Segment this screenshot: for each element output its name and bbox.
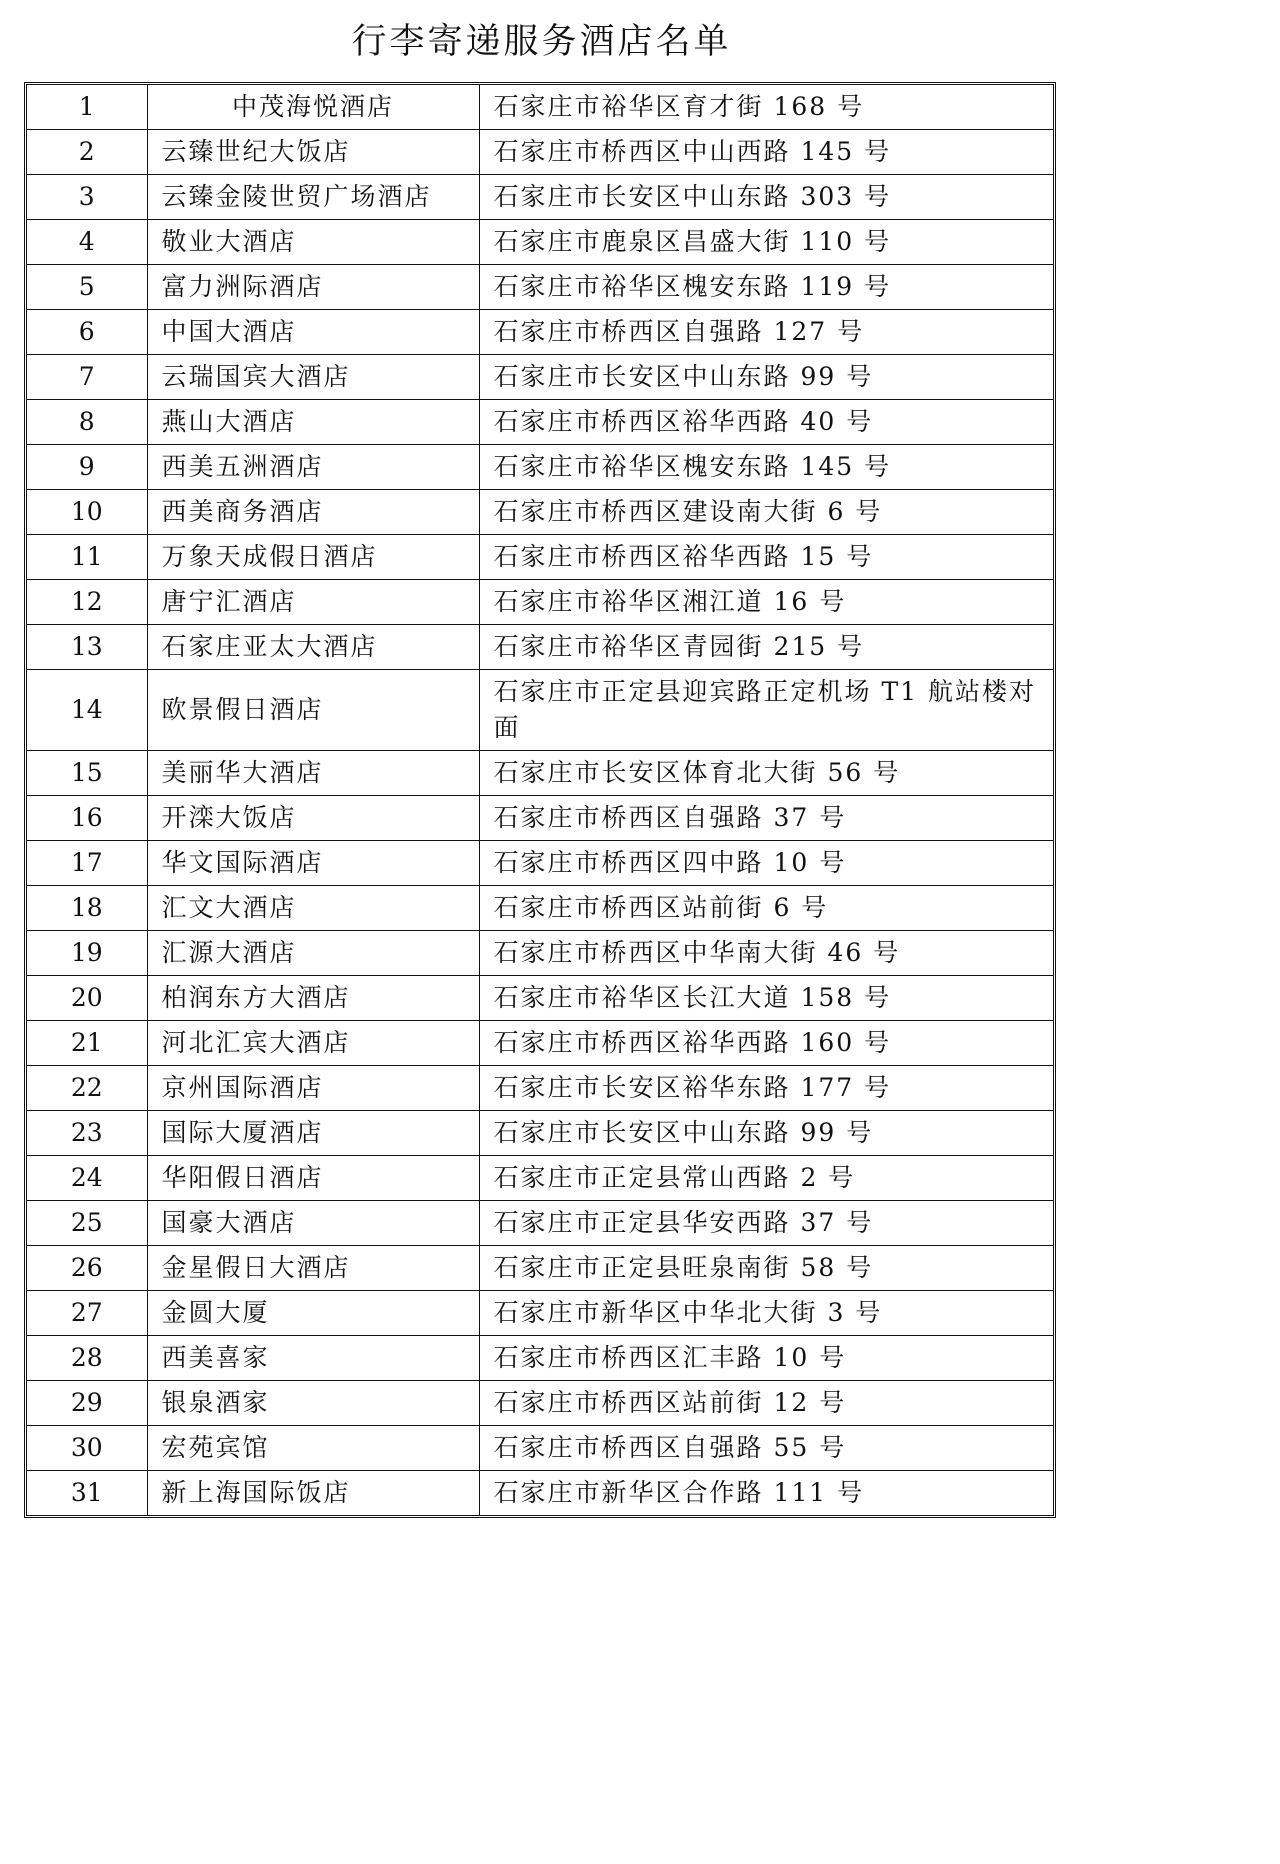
table-row [27,580,1053,625]
hotel-name: 银泉酒家 [147,1381,479,1426]
table-row [27,1201,1053,1246]
row-number: 7 [27,355,147,400]
hotel-name: 欧景假日酒店 [147,670,479,751]
table-row [27,841,1053,886]
row-number: 2 [27,130,147,175]
table-row [27,1336,1053,1381]
row-number: 16 [27,796,147,841]
row-number: 23 [27,1111,147,1156]
row-number: 9 [27,445,147,490]
hotel-name: 西美五洲酒店 [147,445,479,490]
page-title: 行李寄递服务酒店名单 [351,22,732,62]
hotel-address: 石家庄市桥西区建设南大街 6 号 [479,490,1053,535]
table-row [27,310,1053,355]
hotel-address: 石家庄市裕华区育才街 168 号 [479,85,1053,130]
hotel-address: 石家庄市新华区合作路 111 号 [479,1471,1053,1516]
table-row [27,886,1053,931]
table-row [27,175,1053,220]
hotel-name: 华文国际酒店 [147,841,479,886]
hotel-name: 万象天成假日酒店 [147,535,479,580]
hotel-table [24,82,1056,1518]
table-row [27,130,1053,175]
row-number: 25 [27,1201,147,1246]
hotel-address: 石家庄市桥西区四中路 10 号 [479,841,1053,886]
table-row [27,265,1053,310]
hotel-name: 金圆大厦 [147,1291,479,1336]
hotel-name: 柏润东方大酒店 [147,976,479,1021]
hotel-name: 河北汇宾大酒店 [147,1021,479,1066]
hotel-name: 唐宁汇酒店 [147,580,479,625]
hotel-name: 宏苑宾馆 [147,1426,479,1471]
table-row [27,751,1053,796]
hotel-name: 国豪大酒店 [147,1201,479,1246]
row-number: 17 [27,841,147,886]
row-number: 27 [27,1291,147,1336]
row-number: 12 [27,580,147,625]
table-row [27,1246,1053,1291]
row-number: 15 [27,751,147,796]
hotel-address: 石家庄市正定县迎宾路正定机场 T1 航站楼对面 [479,670,1053,751]
table-row [27,400,1053,445]
table-row [27,355,1053,400]
hotel-address: 石家庄市裕华区长江大道 158 号 [479,976,1053,1021]
hotel-address: 石家庄市裕华区槐安东路 119 号 [479,265,1053,310]
table-row [27,445,1053,490]
row-number: 11 [27,535,147,580]
row-number: 19 [27,931,147,976]
row-number: 3 [27,175,147,220]
hotel-address: 石家庄市正定县旺泉南街 58 号 [479,1246,1053,1291]
hotel-address: 石家庄市正定县常山西路 2 号 [479,1156,1053,1201]
hotel-name: 汇文大酒店 [147,886,479,931]
hotel-address: 石家庄市长安区中山东路 99 号 [479,1111,1053,1156]
table-row [27,490,1053,535]
table-row [27,625,1053,670]
hotel-address: 石家庄市桥西区自强路 127 号 [479,310,1053,355]
hotel-address: 石家庄市桥西区汇丰路 10 号 [479,1336,1053,1381]
hotel-name: 中国大酒店 [147,310,479,355]
hotel-name: 开滦大饭店 [147,796,479,841]
row-number: 4 [27,220,147,265]
hotel-address: 石家庄市桥西区中山西路 145 号 [479,130,1053,175]
row-number: 31 [27,1471,147,1516]
hotel-address: 石家庄市长安区体育北大街 56 号 [479,751,1053,796]
row-number: 1 [27,85,147,130]
hotel-address: 石家庄市裕华区青园街 215 号 [479,625,1053,670]
table-row [27,1021,1053,1066]
row-number: 8 [27,400,147,445]
table-row [27,670,1053,751]
hotel-name: 石家庄亚太大酒店 [147,625,479,670]
row-number: 30 [27,1426,147,1471]
row-number: 22 [27,1066,147,1111]
hotel-name: 富力洲际酒店 [147,265,479,310]
row-number: 20 [27,976,147,1021]
hotel-address: 石家庄市裕华区槐安东路 145 号 [479,445,1053,490]
row-number: 26 [27,1246,147,1291]
table-row [27,1381,1053,1426]
hotel-address: 石家庄市裕华区湘江道 16 号 [479,580,1053,625]
row-number: 21 [27,1021,147,1066]
hotel-name: 云瑞国宾大酒店 [147,355,479,400]
row-number: 10 [27,490,147,535]
hotel-name: 敬业大酒店 [147,220,479,265]
hotel-address: 石家庄市长安区裕华东路 177 号 [479,1066,1053,1111]
hotel-name: 金星假日大酒店 [147,1246,479,1291]
hotel-address: 石家庄市桥西区裕华西路 160 号 [479,1021,1053,1066]
row-number: 24 [27,1156,147,1201]
table-row [27,1291,1053,1336]
table-row [27,1471,1053,1516]
table-row [27,931,1053,976]
table-row [27,796,1053,841]
row-number: 14 [27,670,147,751]
hotel-name: 华阳假日酒店 [147,1156,479,1201]
hotel-name: 中茂海悦酒店 [147,85,479,130]
hotel-name: 西美喜家 [147,1336,479,1381]
row-number: 5 [27,265,147,310]
hotel-name: 美丽华大酒店 [147,751,479,796]
table-row [27,1426,1053,1471]
hotel-address: 石家庄市长安区中山东路 99 号 [479,355,1053,400]
hotel-address: 石家庄市桥西区中华南大街 46 号 [479,931,1053,976]
hotel-name: 国际大厦酒店 [147,1111,479,1156]
table-row [27,976,1053,1021]
table-row [27,220,1053,265]
hotel-name: 京州国际酒店 [147,1066,479,1111]
hotel-address: 石家庄市正定县华安西路 37 号 [479,1201,1053,1246]
hotel-address: 石家庄市桥西区裕华西路 40 号 [479,400,1053,445]
hotel-address: 石家庄市桥西区站前街 12 号 [479,1381,1053,1426]
hotel-address: 石家庄市桥西区自强路 37 号 [479,796,1053,841]
row-number: 18 [27,886,147,931]
hotel-name: 云臻金陵世贸广场酒店 [147,175,479,220]
row-number: 29 [27,1381,147,1426]
row-number: 13 [27,625,147,670]
hotel-name: 西美商务酒店 [147,490,479,535]
table-row [27,535,1053,580]
hotel-table-body [27,85,1053,1515]
hotel-address: 石家庄市桥西区裕华西路 15 号 [479,535,1053,580]
row-number: 6 [27,310,147,355]
table-row [27,85,1053,130]
table-row [27,1111,1053,1156]
hotel-name: 汇源大酒店 [147,931,479,976]
hotel-address: 石家庄市新华区中华北大街 3 号 [479,1291,1053,1336]
hotel-name: 新上海国际饭店 [147,1471,479,1516]
table-row [27,1156,1053,1201]
hotel-address: 石家庄市桥西区自强路 55 号 [479,1426,1053,1471]
hotel-name: 云臻世纪大饭店 [147,130,479,175]
row-number: 28 [27,1336,147,1381]
hotel-address: 石家庄市长安区中山东路 303 号 [479,175,1053,220]
hotel-address: 石家庄市桥西区站前街 6 号 [479,886,1053,931]
table-row [27,1066,1053,1111]
hotel-address: 石家庄市鹿泉区昌盛大街 110 号 [479,220,1053,265]
hotel-name: 燕山大酒店 [147,400,479,445]
